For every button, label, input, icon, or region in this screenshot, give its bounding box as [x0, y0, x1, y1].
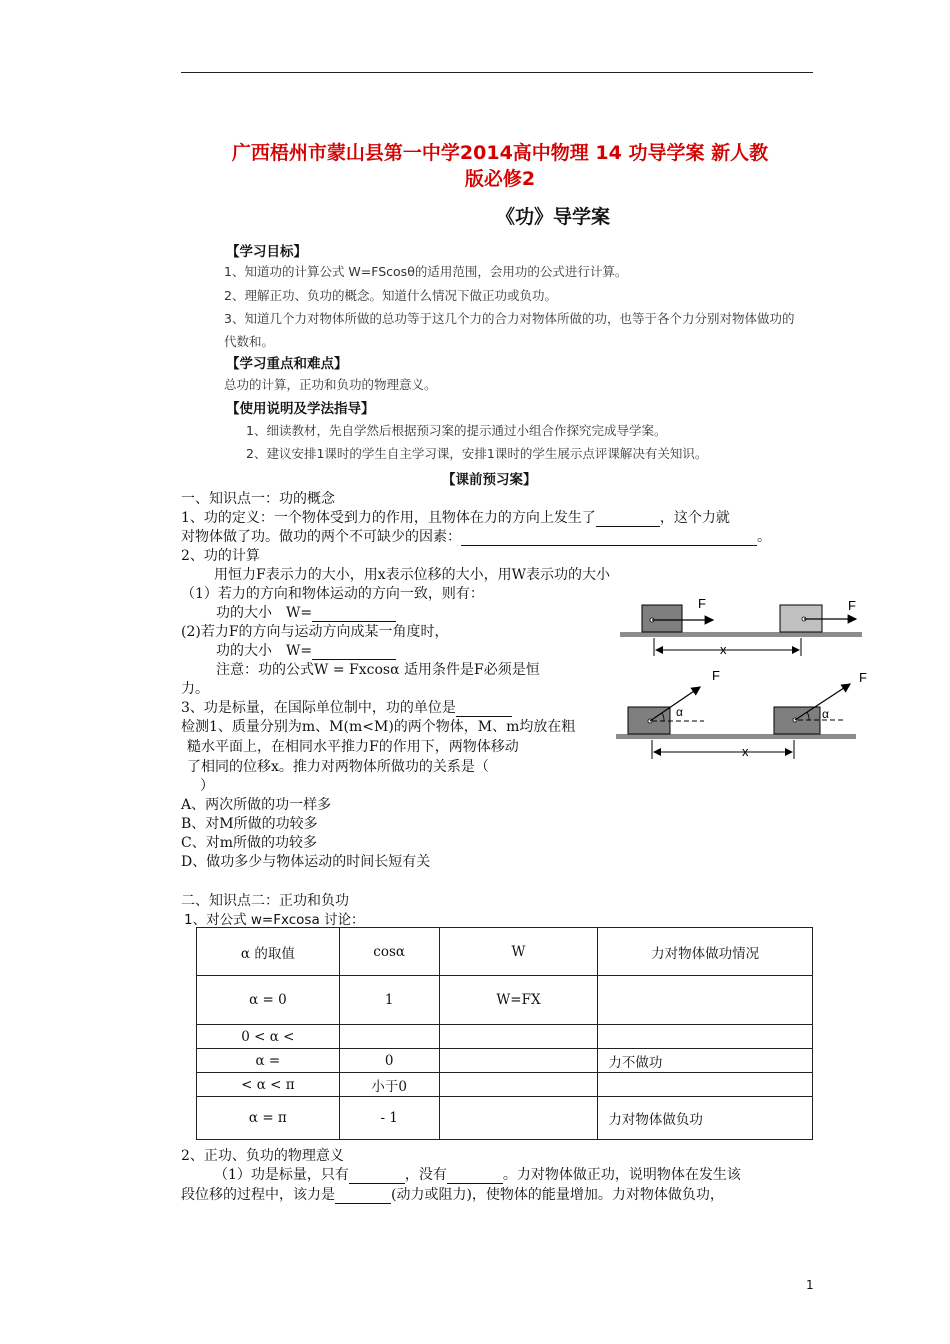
keypoints-text: 总功的计算，正功和负功的物理意义。 — [224, 377, 437, 392]
calc-intro: 用恒力F表示力的大小，用x表示位移的大小，用W表示功的大小 — [214, 567, 610, 583]
check-line4: ） — [200, 778, 214, 794]
table-header: α 的取值 — [197, 928, 340, 976]
table-cell[interactable] — [439, 1073, 598, 1097]
calc-title: 2、功的计算 — [181, 548, 260, 564]
k2-title: 二、知识点二：正功和负功 — [181, 893, 349, 909]
force-arrow-3 — [650, 687, 700, 721]
table-cell[interactable] — [439, 1049, 598, 1073]
block-top-left — [642, 605, 682, 632]
table-cell: W=FX — [439, 976, 598, 1025]
ground-top — [620, 632, 862, 637]
meaning-line1c: 。力对物体做正功，说明物体在发生该 — [502, 1167, 741, 1183]
table-row — [197, 1073, 813, 1097]
table-cell[interactable] — [439, 1025, 598, 1049]
table-cell: - 1 — [339, 1097, 439, 1140]
page-title-line2: 版必修2 — [464, 168, 536, 190]
check-line1: 检测1、质量分别为m、M(m<M)的两个物体，M、m均放在粗 — [181, 719, 576, 735]
k2-discuss: 1、对公式 w=Fxcosa 讨论： — [184, 912, 365, 928]
blank-unit[interactable] — [456, 702, 512, 717]
page-number: 1 — [806, 1278, 814, 1292]
ground-bottom — [616, 734, 856, 739]
work-table — [196, 927, 813, 1140]
force-label-1: F — [698, 596, 706, 611]
meaning-line2 — [181, 1184, 724, 1204]
table-header-row — [197, 928, 813, 976]
def-line1 — [181, 507, 730, 527]
def-line1-end: ，这个力就 — [659, 510, 730, 526]
keypoints-heading: 【学习重点和难点】 — [226, 356, 348, 372]
case2-formula — [216, 640, 396, 660]
table-header: 力对物体做功情况 — [598, 928, 813, 976]
page-title-line1: 广西梧州市蒙山县第一中学2014高中物理 14 功导学案 新人教 — [231, 142, 769, 164]
def-line2-end: 。 — [757, 529, 771, 545]
table-row — [197, 1025, 813, 1049]
angle-label-2: α — [822, 707, 829, 721]
def-line1-text: 1、功的定义：一个物体受到力的作用，且物体在力的方向上发生了 — [181, 510, 596, 526]
force-label-2: F — [848, 598, 856, 613]
case2: (2)若力F的方向与运动方向成某一角度时， — [181, 624, 449, 640]
k1-title: 一、知识点一：功的概念 — [181, 491, 335, 507]
meaning-line1a: （1）功是标量，只有 — [214, 1167, 349, 1183]
case1-formula-text: 功的大小 W= — [216, 605, 313, 621]
meaning-line2b: (动力或阻力)，使物体的能量增加。力对物体做负功， — [391, 1187, 724, 1203]
goal-item-2: 2、理解正功、负功的概念。知道什么情况下做正功或负功。 — [224, 288, 557, 303]
table-cell: α = 0 — [197, 976, 340, 1025]
option-a[interactable]: A、两次所做的功一样多 — [181, 797, 332, 813]
blank-direction[interactable] — [447, 1169, 503, 1184]
case1-formula — [216, 602, 396, 622]
note-line2: 力。 — [181, 681, 209, 697]
table-cell: α = — [197, 1049, 340, 1073]
meaning-line1 — [214, 1164, 741, 1184]
note-line1: 注意：功的公式W = Fxcosα 适用条件是F必须是恒 — [216, 662, 540, 678]
force-label-3: F — [712, 668, 720, 683]
table-cell: 力对物体做负功 — [598, 1097, 813, 1140]
case1: （1）若力的方向和物体运动的方向一致，则有： — [181, 586, 484, 602]
case2-formula-text: 功的大小 W= — [216, 643, 313, 659]
force-label-4: F — [859, 670, 867, 685]
table-cell[interactable] — [439, 1097, 598, 1140]
table-cell[interactable] — [598, 1025, 813, 1049]
table-cell[interactable] — [598, 976, 813, 1025]
option-c[interactable]: C、对m所做的功较多 — [181, 835, 317, 851]
table-cell[interactable] — [598, 1073, 813, 1097]
goal-item-4: 代数和。 — [224, 334, 275, 349]
preview-heading: 【课前预习案】 — [442, 472, 537, 488]
meaning-title: 2、正功、负功的物理意义 — [181, 1148, 344, 1164]
check-line3: 了相同的位移x。推力对两物体所做功的关系是（ — [187, 759, 489, 775]
meaning-line2a: 段位移的过程中，该力是 — [181, 1187, 335, 1203]
table-row — [197, 1049, 813, 1073]
blank-force-type[interactable] — [335, 1189, 391, 1204]
table-row — [197, 1097, 813, 1140]
goal-item-1: 1、知道功的计算公式 W=FScosθ的适用范围，会用功的公式进行计算。 — [224, 264, 628, 279]
usage-item-2: 2、建议安排1课时的学生自主学习课，安排1课时的学生展示点评课解决有关知识。 — [246, 446, 708, 461]
disp-label-1: x — [720, 642, 727, 657]
doc-title: 《功》导学案 — [496, 206, 611, 228]
blank-magnitude[interactable] — [349, 1169, 405, 1184]
angle-label-1: α — [676, 705, 683, 719]
goal-item-3: 3、知道几个力对物体所做的总功等于这几个力的合力对物体所做的功，也等于各个力分别对物体做功的 — [224, 311, 795, 326]
usage-item-1: 1、细读教材，先自学然后根据预习案的提示通过小组合作探究完成导学案。 — [246, 423, 667, 438]
option-d[interactable]: D、做功多少与物体运动的时间长短有关 — [181, 854, 431, 870]
table-cell: 1 — [339, 976, 439, 1025]
scalar-line — [181, 697, 512, 717]
blank-w1[interactable] — [312, 607, 396, 622]
table-cell[interactable] — [339, 1025, 439, 1049]
table-cell: α = π — [197, 1097, 340, 1140]
meaning-line1b: ，没有 — [404, 1167, 447, 1183]
blank-factors[interactable] — [461, 531, 757, 546]
table-cell: 力不做功 — [598, 1049, 813, 1073]
usage-heading: 【使用说明及学法指导】 — [226, 401, 375, 417]
def-line2 — [181, 526, 771, 546]
blank-w2[interactable] — [312, 645, 396, 660]
table-cell: 小于0 — [339, 1073, 439, 1097]
top-rule — [181, 72, 813, 73]
table-header: cosα — [339, 928, 439, 976]
goals-heading: 【学习目标】 — [226, 244, 307, 260]
option-b[interactable]: B、对M所做的功较多 — [181, 816, 318, 832]
table-cell: < α < π — [197, 1073, 340, 1097]
blank-displacement[interactable] — [596, 512, 660, 527]
table-header: W — [439, 928, 598, 976]
check-line2: 糙水平面上，在相同水平推力F的作用下，两物体移动 — [187, 739, 519, 755]
scalar-text: 3、功是标量，在国际单位制中，功的单位是 — [181, 700, 456, 716]
table-cell: 0 < α < — [197, 1025, 340, 1049]
disp-label-2: x — [742, 744, 749, 759]
force-diagram — [612, 592, 868, 768]
table-cell: 0 — [339, 1049, 439, 1073]
table-row — [197, 976, 813, 1025]
def-line2-text: 对物体做了功。做功的两个不可缺少的因素： — [181, 529, 461, 545]
